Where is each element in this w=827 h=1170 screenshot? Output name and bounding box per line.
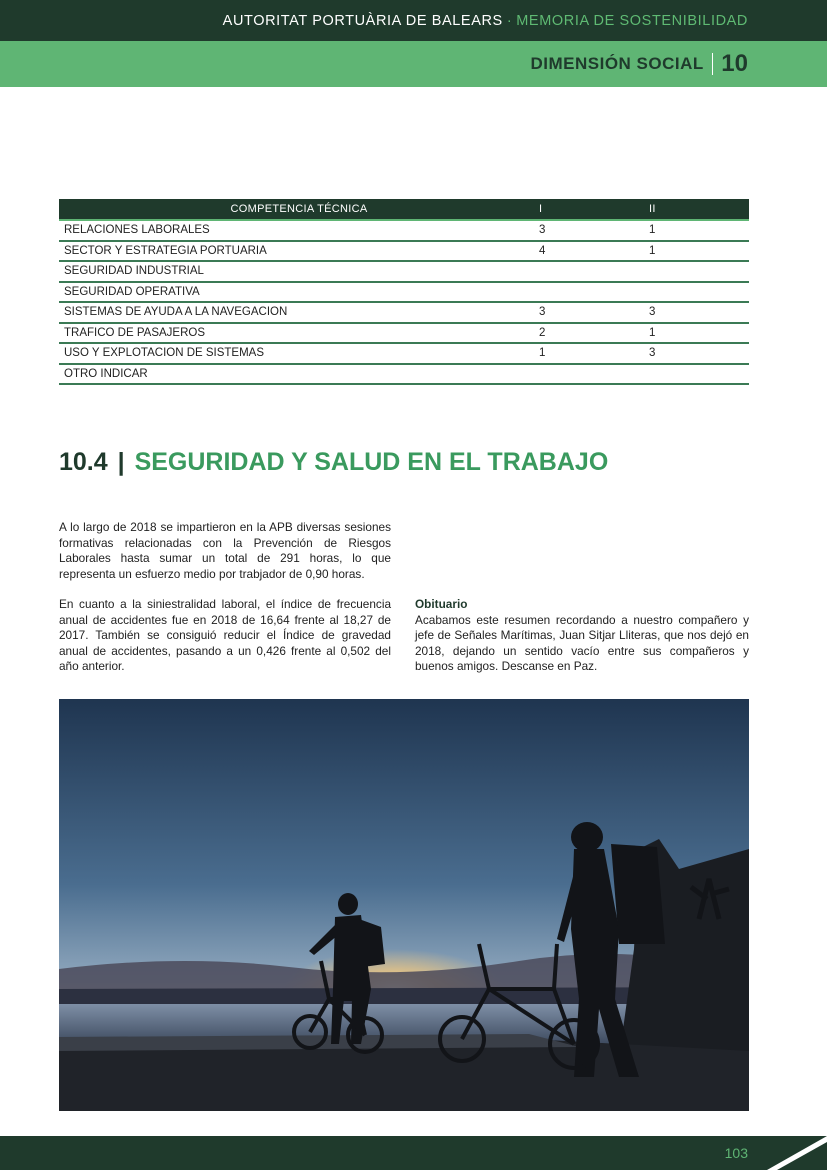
top-header-bar [0, 0, 827, 41]
sunset-cyclists-photo [59, 699, 749, 1111]
row-ii [649, 364, 749, 385]
table-row [59, 343, 749, 364]
section-divider [712, 53, 714, 75]
header-ii: II [649, 199, 749, 220]
page-footer [0, 1136, 827, 1170]
table-row [59, 261, 749, 282]
row-ii: 3 [649, 302, 749, 323]
row-name: SEGURIDAD OPERATIVA [59, 282, 539, 303]
header-competencia: COMPETENCIA TÉCNICA [59, 199, 539, 220]
row-ii: 1 [649, 323, 749, 344]
table-row [59, 282, 749, 303]
left-column [59, 520, 391, 690]
org-name: AUTORITAT PORTUÀRIA DE BALEARS [222, 12, 503, 29]
table-header-row [59, 199, 749, 220]
row-i: 4 [539, 241, 649, 262]
row-name: SECTOR Y ESTRATEGIA PORTUARIA [59, 241, 539, 262]
header-separator: · [506, 12, 513, 29]
row-i: 2 [539, 323, 649, 344]
corner-stripe-decoration [767, 1136, 827, 1170]
row-ii: 3 [649, 343, 749, 364]
right-column [415, 597, 749, 675]
row-name: OTRO INDICAR [59, 364, 539, 385]
photo-illustration [59, 699, 749, 1111]
row-name: SISTEMAS DE AYUDA A LA NAVEGACION [59, 302, 539, 323]
header-i: I [539, 199, 649, 220]
section-heading [59, 448, 608, 477]
section-bar [0, 41, 827, 87]
paragraph-training: A lo largo de 2018 se impartieron en la APB diversas sesiones formativas relacionadas con la Prevención de Riesgos Laborales hasta sumar un total de 291 horas, lo que representa un esfuerzo medio por trabjador de 0,90 horas. [59, 520, 391, 581]
heading-bar: | [117, 448, 125, 476]
section-number: 10 [721, 50, 748, 77]
obituary-title: Obituario [415, 597, 468, 611]
section-title: DIMENSIÓN SOCIAL [530, 54, 704, 73]
table-row [59, 220, 749, 241]
row-ii [649, 261, 749, 282]
paragraph-accidents: En cuanto a la siniestralidad laboral, el índice de frecuencia anual de accidentes fue en 2018 de 16,64 frente al 18,27 de 2017. También se consiguió reducir el Índice de gravedad anual de accidentes, pasando a un 0,426 frente al 0,502 del año anterior. [59, 597, 391, 673]
row-i: 3 [539, 302, 649, 323]
row-i: 3 [539, 220, 649, 241]
heading-text: SEGURIDAD Y SALUD EN EL TRABAJO [134, 448, 609, 476]
row-ii: 1 [649, 241, 749, 262]
row-i [539, 261, 649, 282]
report-name: MEMORIA DE SOSTENIBILIDAD [516, 12, 748, 29]
competencia-table [59, 199, 749, 385]
table-row [59, 364, 749, 385]
heading-number: 10.4 [59, 448, 108, 476]
row-name: SEGURIDAD INDUSTRIAL [59, 261, 539, 282]
row-i [539, 364, 649, 385]
row-name: USO Y EXPLOTACION DE SISTEMAS [59, 343, 539, 364]
table-row [59, 323, 749, 344]
obituary-text: Acabamos este resumen recordando a nuestro compañero y jefe de Señales Marítimas, Juan Sitjar Lliteras, que nos dejó en 2018, dejando un sentido vacío entre sus compañeros y buenos amigos. Descanse en Paz. [415, 612, 749, 673]
table-row [59, 302, 749, 323]
row-name: TRAFICO DE PASAJEROS [59, 323, 539, 344]
table-row [59, 241, 749, 262]
row-i [539, 282, 649, 303]
row-ii: 1 [649, 220, 749, 241]
page-number: 103 [724, 1145, 748, 1161]
row-i: 1 [539, 343, 649, 364]
row-ii [649, 282, 749, 303]
row-name: RELACIONES LABORALES [59, 220, 539, 241]
